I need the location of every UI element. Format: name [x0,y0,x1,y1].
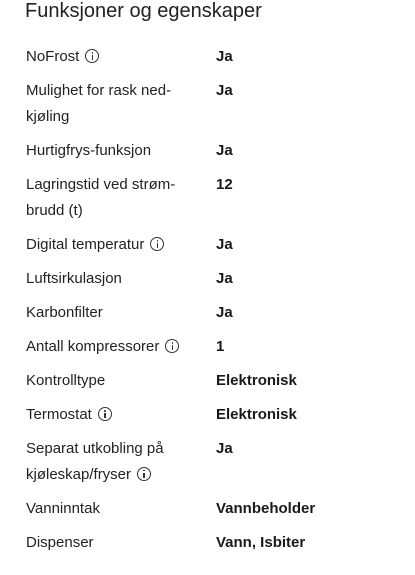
spec-label [26,172,196,223]
spec-value: Vannbeholder [216,500,316,517]
spec-label-line [26,198,196,224]
spec-label-text: NoFrost [26,48,80,65]
spec-value: Ja [216,270,233,287]
spec-label-text: Luftsirkulasjon [26,270,122,287]
spec-value: 1 [216,338,225,355]
spec-label-text: Karbonfilter [26,304,103,321]
spec-label-text: Kontrolltype [26,372,106,389]
section-title: Funksjoner og egenskaper [25,0,262,22]
spec-label-line [26,266,196,292]
spec-label-line [26,530,196,556]
spec-label-text: Vanninntak [26,500,100,517]
spec-label-line [26,462,196,488]
spec-label [26,232,196,258]
info-icon[interactable] [165,339,179,353]
spec-label-line [26,172,196,198]
spec-label-text: brudd (t) [26,201,83,219]
spec-value: Elektronisk [216,372,297,389]
spec-value: Ja [216,304,233,321]
spec-label-text: kjøleskap/fryser [26,465,132,483]
info-icon[interactable] [98,407,112,421]
spec-label-text: Lagringstid ved strøm- [26,176,176,193]
spec-label-text: Dispenser [26,534,94,551]
spec-label-line [26,104,196,130]
spec-label [26,436,196,487]
spec-label-text: Hurtigfrys-funksjon [26,142,152,159]
spec-label [26,266,196,292]
spec-label-text: Antall kompressorer [26,338,160,355]
spec-value: 12 [216,176,233,193]
spec-label-text: Separat utkobling på [26,440,164,457]
spec-value: Ja [216,236,233,253]
spec-label-line [26,436,196,462]
spec-label-line [26,138,196,164]
spec-label-line [26,334,196,360]
spec-label [26,402,196,428]
info-icon[interactable] [137,467,151,481]
spec-label-line [26,402,196,428]
spec-label-text: Mulighet for rask ned- [26,82,172,99]
spec-label-line [26,368,196,394]
spec-label-line [26,78,196,104]
spec-value: Vann, Isbiter [216,534,306,551]
info-icon[interactable] [150,237,164,251]
spec-label-line [26,232,196,258]
info-icon[interactable] [85,49,99,63]
spec-label-line [26,300,196,326]
spec-value: Ja [216,48,233,65]
spec-label [26,300,196,326]
spec-label [26,496,196,522]
spec-label-text: Digital temperatur [26,236,145,253]
spec-label [26,368,196,394]
spec-label [26,530,196,556]
spec-label [26,138,196,164]
spec-label [26,78,196,129]
spec-label-line [26,496,196,522]
spec-label-line [26,44,196,70]
spec-value: Ja [216,82,233,99]
spec-label-text: Termostat [26,406,92,423]
spec-value: Elektronisk [216,406,297,423]
spec-value: Ja [216,440,233,457]
spec-label [26,44,196,70]
spec-label-text: kjøling [26,107,70,125]
spec-value: Ja [216,142,233,159]
spec-label [26,334,196,360]
